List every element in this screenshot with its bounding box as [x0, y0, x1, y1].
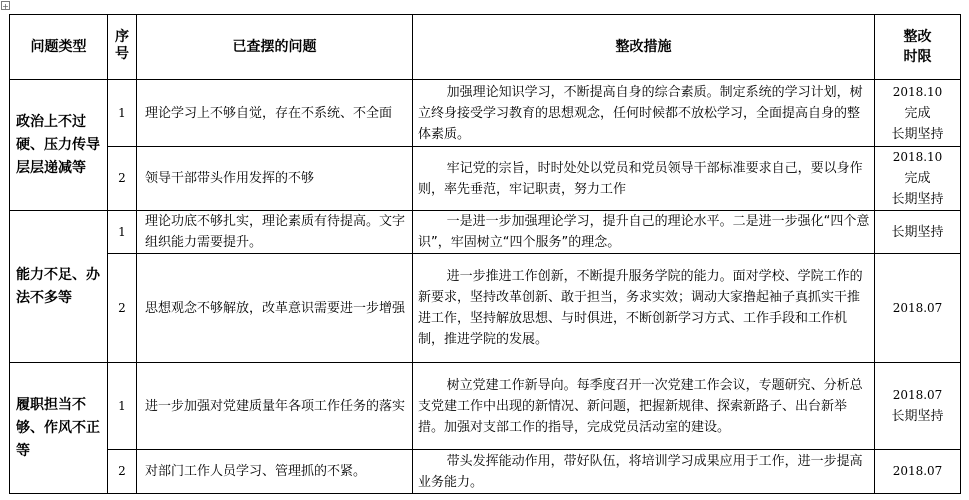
problem-cell: 领导干部带头作用发挥的不够: [137, 147, 413, 211]
header-deadline: 整改时限: [875, 15, 961, 80]
measure-cell: 进一步推进工作创新，不断提升服务学院的能力。面对学校、学院工作的新要求，坚持改革创新、敢于担当，务求实效；调动大家撸起袖子真抓实干推进工作，坚持解放思想、与时俱进，不断创新学习方式、工作手段和工作机制，推进学院的发展。: [413, 254, 875, 363]
table-row: [10, 450, 961, 494]
header-category: 问题类型: [10, 15, 108, 80]
deadline-cell: 2018.10 完成 长期坚持: [875, 80, 961, 147]
deadline-cell: 2018.07: [875, 450, 961, 494]
deadline-cell: 2018.10 完成 长期坚持: [875, 147, 961, 211]
measure-cell: 加强理论知识学习，不断提高自身的综合素质。制定系统的学习计划，树立终身接受学习教育的思想观念，任何时候都不放松学习，全面提高自身的整体素质。: [413, 80, 875, 147]
row-index: 1: [108, 363, 137, 450]
rectification-table: [9, 14, 961, 494]
deadline-cell: 2018.07 长期坚持: [875, 363, 961, 450]
category-cell: 履职担当不够、作风不正等: [10, 363, 108, 494]
header-measure: 整改措施: [413, 15, 875, 80]
deadline-cell: 长期坚持: [875, 211, 961, 254]
table-move-handle-icon[interactable]: +: [2, 2, 9, 11]
deadline-cell: 2018.07: [875, 254, 961, 363]
problem-cell: 进一步加强对党建质量年各项工作任务的落实: [137, 363, 413, 450]
table-row: [10, 363, 961, 450]
row-index: 1: [108, 80, 137, 147]
measure-cell: 一是进一步加强理论学习，提升自己的理论水平。二是进一步强化“四个意识”，牢固树立“四个服务”的理念。: [413, 211, 875, 254]
header-problem: 已查摆的问题: [137, 15, 413, 80]
row-index: 2: [108, 254, 137, 363]
problem-cell: 理论功底不够扎实，理论素质有待提高。文字组织能力需要提升。: [137, 211, 413, 254]
row-index: 2: [108, 450, 137, 494]
measure-cell: 带头发挥能动作用，带好队伍，将培训学习成果应用于工作，进一步提高业务能力。: [413, 450, 875, 494]
header-index: 序号: [108, 15, 137, 80]
table-row: [10, 211, 961, 254]
table-row: [10, 80, 961, 147]
problem-cell: 理论学习上不够自觉，存在不系统、不全面: [137, 80, 413, 147]
table-row: [10, 254, 961, 363]
table-header-row: [10, 15, 961, 80]
category-cell: 能力不足、办法不多等: [10, 211, 108, 363]
measure-cell: 树立党建工作新导向。每季度召开一次党建工作会议，专题研究、分析总支党建工作中出现的新情况、新问题，把握新规律、探索新路子、出台新举措。加强对支部工作的指导，完成党员活动室的建设。: [413, 363, 875, 450]
table-row: [10, 147, 961, 211]
row-index: 2: [108, 147, 137, 211]
category-cell: 政治上不过硬、压力传导层层递减等: [10, 80, 108, 211]
problem-cell: 对部门工作人员学习、管理抓的不紧。: [137, 450, 413, 494]
measure-cell: 牢记党的宗旨，时时处处以党员和党员领导干部标准要求自己，要以身作则，率先垂范，牢记职责，努力工作: [413, 147, 875, 211]
problem-cell: 思想观念不够解放，改革意识需要进一步增强: [137, 254, 413, 363]
row-index: 1: [108, 211, 137, 254]
